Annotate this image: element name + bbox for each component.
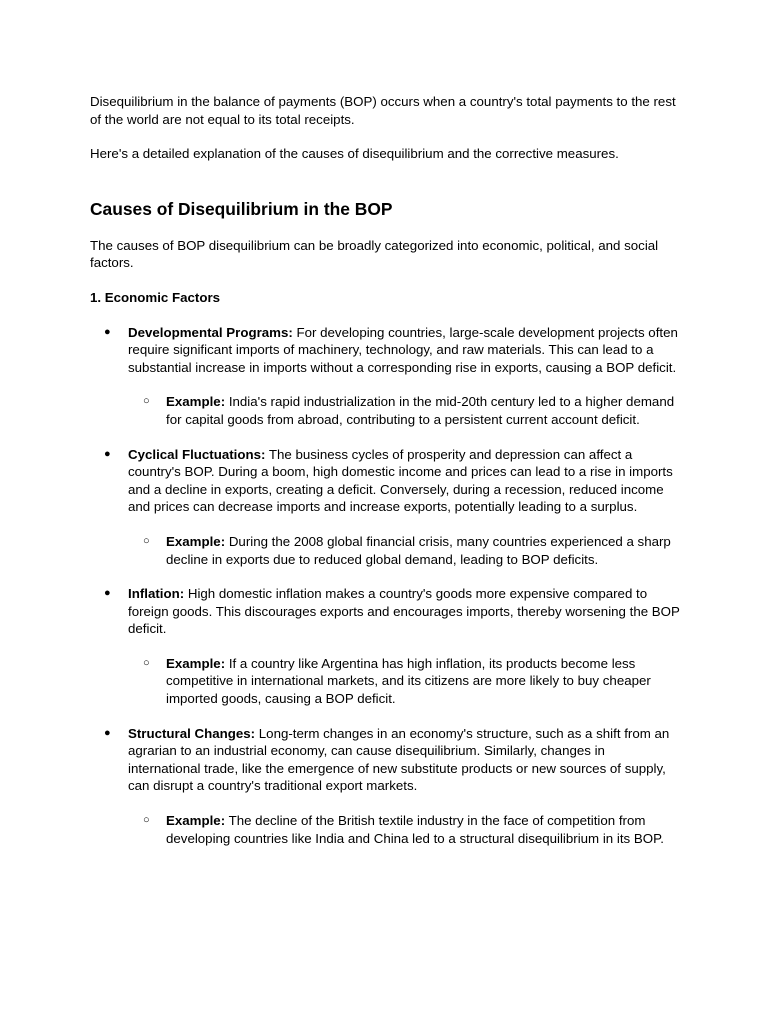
factor-item [90, 585, 680, 708]
example-item [128, 812, 680, 847]
example-label: Example: [166, 655, 226, 671]
example-item [128, 393, 680, 428]
bullet-icon: ● [104, 726, 111, 739]
section-heading: Causes of Disequilibrium in the BOP [90, 198, 393, 219]
example-list [128, 655, 680, 708]
example-label: Example: [166, 813, 226, 829]
example-description [166, 812, 680, 847]
example-description [166, 393, 680, 428]
intro-paragraph-2: Here's a detailed explanation of the causes of disequilibrium and the corrective measures. [90, 146, 619, 162]
example-description [166, 533, 680, 568]
factor-description [128, 446, 680, 516]
factor-description [128, 725, 680, 795]
bullet-icon: ● [104, 325, 111, 338]
intro-paragraph: Disequilibrium in the balance of payments (BOP) occurs when a country's total payments to the rest of the world are not equal to its total receipts. [90, 94, 676, 127]
example-item [128, 655, 680, 708]
factor-term: Inflation: [128, 586, 185, 602]
example-text: The decline of the British textile industry in the face of competition from developing countries like India and China led to a structural disequilibrium in its BOP. [166, 813, 664, 846]
hollow-bullet-icon: ○ [143, 395, 150, 408]
bullet-icon: ● [104, 587, 111, 600]
factor-item [90, 446, 680, 569]
factor-text: The business cycles of prosperity and depression can affect a country's BOP. During a boom, high domestic income and prices can lead to a rise in imports and a decline in exports, creating a deficit. Conversely, during a recession, reduced income and prices can decrease imports and increase exports, potentially leading to a surplus. [128, 446, 673, 515]
subheading-economic-factors: 1. Economic Factors [90, 289, 221, 305]
factor-item [90, 725, 680, 848]
example-text: India's rapid industrialization in the mid-20th century led to a higher demand for capital goods from abroad, contributing to a persistent current account deficit. [166, 394, 675, 427]
section-description: The causes of BOP disequilibrium can be broadly categorized into economic, political, and social factors. [90, 237, 659, 271]
example-item [128, 533, 680, 568]
hollow-bullet-icon: ○ [143, 814, 150, 827]
factor-description [128, 585, 680, 638]
factor-description [128, 324, 680, 377]
example-list [128, 812, 680, 847]
bullet-icon: ● [104, 447, 111, 460]
factor-text: High domestic inflation makes a country's goods more expensive compared to foreign goods. This discourages exports and encourages imports, thereby worsening the BOP deficit. [128, 586, 680, 637]
document-page [90, 93, 680, 864]
hollow-bullet-icon: ○ [143, 534, 150, 547]
factor-item [90, 324, 680, 429]
hollow-bullet-icon: ○ [143, 656, 150, 669]
example-description [166, 655, 680, 708]
example-label: Example: [166, 533, 226, 549]
factor-term: Structural Changes: [128, 725, 256, 741]
factor-term: Cyclical Fluctuations: [128, 446, 266, 462]
example-text: If a country like Argentina has high inflation, its products become less competitive in international markets, and its citizens are more likely to buy cheaper imported goods, causing a BOP deficit. [166, 655, 651, 707]
example-list [128, 533, 680, 568]
factor-text: Long-term changes in an economy's structure, such as a shift from an agrarian to an industrial economy, can cause disequilibrium. Similarly, changes in international trade, like the emergence of new substitute products or new sources of supply, can disrupt a country's traditional export markets. [128, 725, 670, 794]
example-list [128, 393, 680, 428]
example-text: During the 2008 global financial crisis, many countries experienced a sharp decline in exports due to reduced global demand, leading to BOP deficits. [166, 533, 671, 567]
example-label: Example: [166, 394, 226, 410]
factor-list [90, 324, 680, 848]
factor-text: For developing countries, large-scale development projects often require significant imports of machinery, technology, and raw materials. This can lead to a substantial increase in imports without a corresponding rise in exports, causing a BOP deficit. [128, 324, 678, 375]
factor-term: Developmental Programs: [128, 324, 293, 340]
